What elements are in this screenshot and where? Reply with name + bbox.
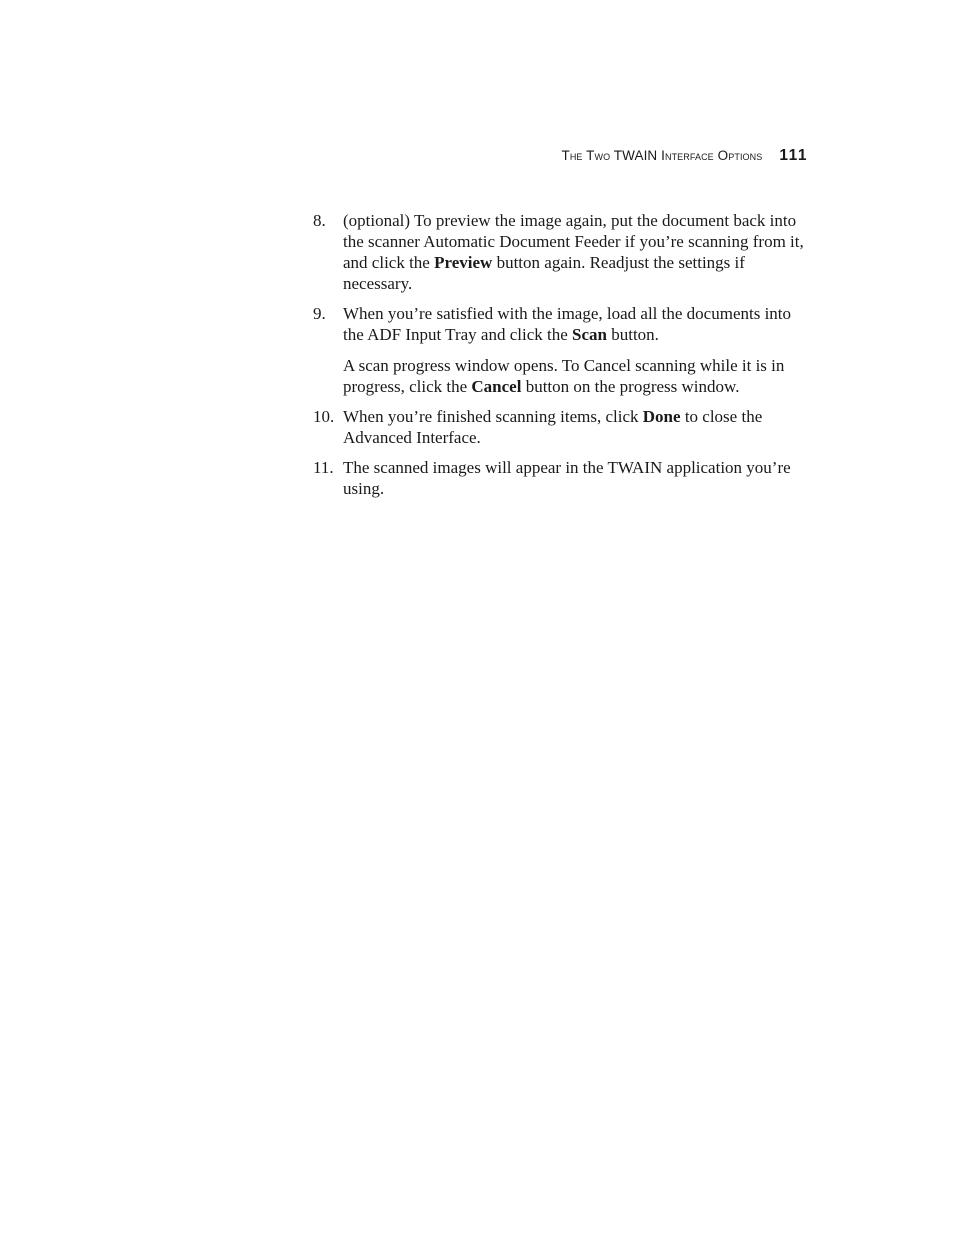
step-text: to close the Advanced Interface. bbox=[343, 407, 763, 447]
step-text: button on the progress window. bbox=[521, 377, 740, 396]
step-text: A scan progress window opens. To Cancel scanning while it is in progress, click the bbox=[343, 356, 785, 396]
instruction-list bbox=[313, 210, 813, 508]
step-11 bbox=[313, 457, 813, 499]
step-10 bbox=[313, 406, 813, 448]
cancel-button-reference: Cancel bbox=[471, 377, 522, 396]
step-body bbox=[343, 406, 813, 448]
step-paragraph bbox=[343, 355, 813, 397]
step-text: button. bbox=[606, 325, 659, 344]
done-button-reference: Done bbox=[642, 407, 681, 426]
step-paragraph bbox=[343, 406, 813, 448]
step-text: button again. Readjust the settings if necessary. bbox=[343, 253, 745, 293]
running-header bbox=[561, 147, 808, 165]
step-text: When you’re finished scanning items, click bbox=[343, 407, 643, 426]
step-body bbox=[343, 303, 813, 397]
page-number: 111 bbox=[779, 147, 808, 164]
step-paragraph bbox=[343, 303, 813, 345]
step-9 bbox=[313, 303, 813, 397]
step-body bbox=[343, 457, 813, 499]
step-8 bbox=[313, 210, 813, 294]
step-number: 11. bbox=[313, 458, 334, 477]
step-paragraph bbox=[343, 210, 813, 294]
step-number: 10. bbox=[313, 407, 335, 426]
step-text: When you’re satisfied with the image, load all the documents into the ADF Input Tray and click the bbox=[343, 304, 792, 344]
step-number: 8. bbox=[313, 211, 326, 230]
section-title: The Two TWAIN Interface Options bbox=[561, 148, 763, 163]
preview-button-reference: Preview bbox=[434, 253, 493, 272]
scan-button-reference: Scan bbox=[572, 325, 607, 344]
step-body bbox=[343, 210, 813, 294]
step-number: 9. bbox=[313, 304, 326, 323]
step-paragraph: The scanned images will appear in the TWAIN application you’re using. bbox=[343, 458, 791, 498]
step-text: (optional) To preview the image again, put the document back into the scanner Automatic Document Feeder if you’re scanning from it, and click the bbox=[343, 211, 804, 272]
